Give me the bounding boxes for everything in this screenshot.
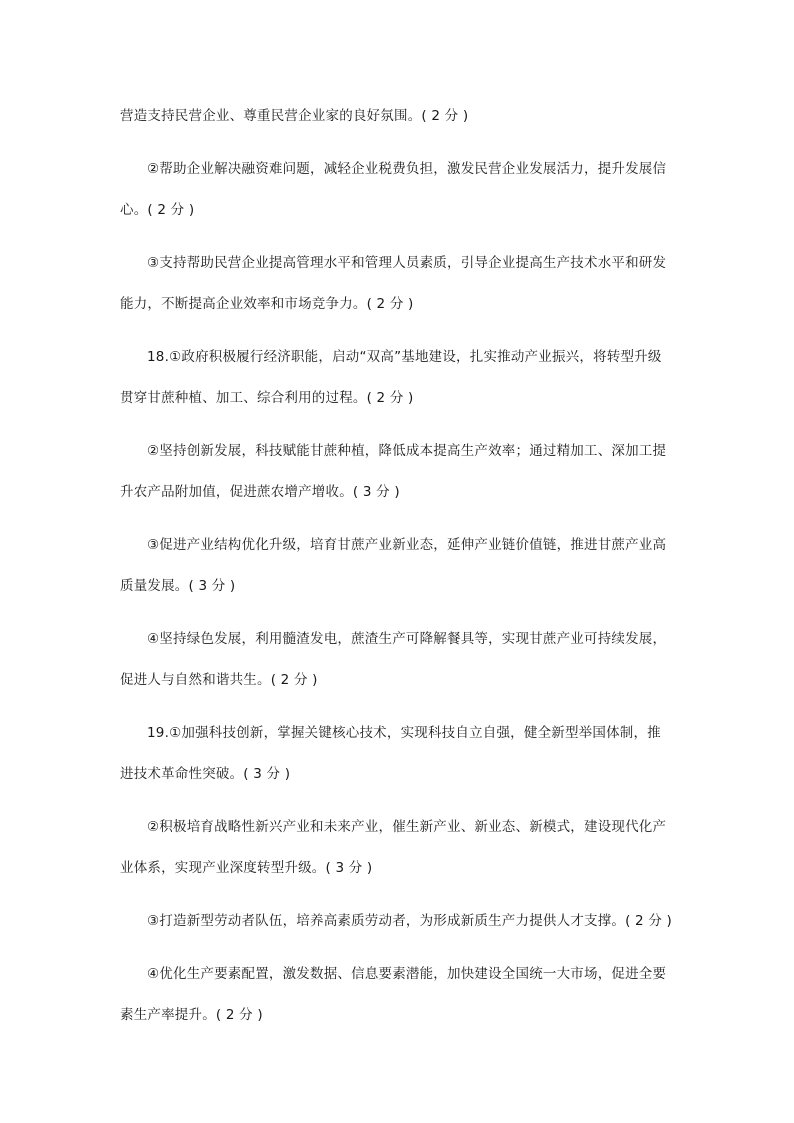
text-line: ③促进产业结构优化升级，培育甘蔗产业新业态，延伸产业链价值链，推进甘蔗产业高 <box>147 537 667 553</box>
text-line: 能力，不断提高企业效率和市场竞争力。( 2 分 ) <box>120 296 414 312</box>
text-line: ②帮助企业解决融资难问题，减轻企业税费负担，激发民营企业发展活力，提升发展信 <box>147 161 667 177</box>
text-line: ②坚持创新发展，科技赋能甘蔗种植，降低成本提高生产效率；通过精加工、深加工提 <box>147 443 667 459</box>
text-line: ③支持帮助民营企业提高管理水平和管理人员素质，引导企业提高生产技术水平和研发 <box>147 255 667 271</box>
text-line: 营造支持民营企业、尊重民营企业家的良好氛围。( 2 分 ) <box>120 108 469 124</box>
text-line: ②积极培育战略性新兴产业和未来产业，催生新产业、新业态、新模式，建设现代化产 <box>147 819 667 835</box>
text-line: 升农产品附加值，促进蔗农增产增收。( 3 分 ) <box>120 484 400 500</box>
text-line: 贯穿甘蔗种植、加工、综合利用的过程。( 2 分 ) <box>120 390 414 406</box>
text-line: 业体系，实现产业深度转型升级。( 3 分 ) <box>120 860 373 876</box>
text-line: ③打造新型劳动者队伍，培养高素质劳动者，为形成新质生产力提供人才支撑。( 2 分 ) <box>147 913 672 929</box>
text-line: 进技术革命性突破。( 3 分 ) <box>120 766 291 782</box>
text-line: 19.①加强科技创新，掌握关键核心技术，实现科技自立自强，健全新型举国体制，推 <box>147 725 661 741</box>
text-line: ④坚持绿色发展，利用髓渣发电，蔗渣生产可降解餐具等，实现甘蔗产业可持续发展， <box>147 631 667 647</box>
text-line: 18.①政府积极履行经济职能，启动“双高”基地建设，扎实推动产业振兴，将转型升级 <box>147 349 662 365</box>
text-line: 质量发展。( 3 分 ) <box>120 578 236 594</box>
text-line: ④优化生产要素配置，激发数据、信息要素潜能，加快建设全国统一大市场，促进全要 <box>147 966 667 982</box>
text-line: 心。( 2 分 ) <box>120 202 195 218</box>
text-line: 素生产率提升。( 2 分 ) <box>120 1007 263 1023</box>
text-line: 促进人与自然和谐共生。( 2 分 ) <box>120 672 318 688</box>
